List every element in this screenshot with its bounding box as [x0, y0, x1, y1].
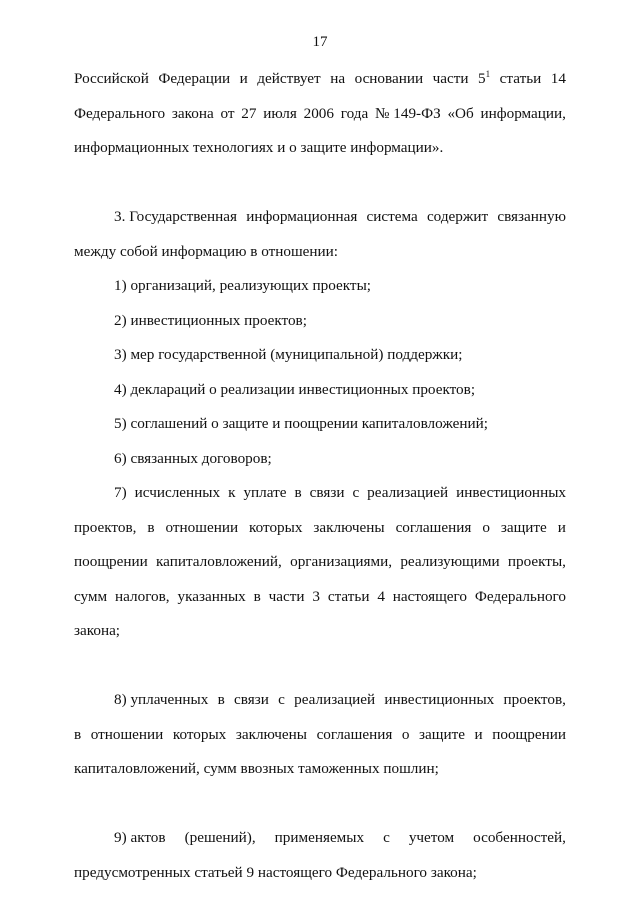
text-line: капиталовложений, сумм ввозных таможенных пошлин;: [74, 760, 439, 777]
word: 27: [241, 104, 257, 122]
word: проекты,: [507, 553, 566, 570]
word: налогов,: [115, 587, 170, 605]
word: июля: [263, 104, 297, 122]
word: особенностей,: [473, 829, 566, 846]
word: соглашения: [316, 725, 393, 743]
word: с: [278, 691, 285, 708]
list-item: 5) соглашений о защите и поощрении капиталовложений;: [114, 415, 488, 432]
word: Федерации: [158, 70, 231, 87]
word: закона: [171, 104, 214, 122]
text-line: [74, 718, 566, 753]
word: статьи: [499, 70, 542, 87]
list-item-8: [74, 683, 566, 787]
word: капиталовложений,: [156, 553, 282, 570]
list-item: 2) инвестиционных проектов;: [114, 311, 307, 329]
text-line: [74, 821, 566, 856]
text-line: [74, 62, 566, 97]
word: 8) уплаченных: [114, 691, 209, 708]
word: информационная: [246, 208, 358, 225]
word: (решений),: [184, 829, 256, 846]
word: 5: [478, 70, 486, 87]
text-line: между собой информацию в отношении:: [74, 242, 339, 260]
word: отношении: [90, 725, 164, 743]
word: основании: [354, 70, 424, 87]
word: в: [74, 725, 82, 743]
word: заключены: [235, 725, 308, 743]
word: применяемых: [274, 829, 365, 846]
word: к: [228, 484, 236, 501]
word: от: [220, 104, 235, 122]
word: проектов,: [74, 518, 137, 536]
word: организациями,: [290, 553, 393, 570]
word: и: [474, 725, 483, 743]
word: Федерального: [74, 104, 166, 122]
word: в: [253, 587, 261, 605]
superscript: 1: [485, 68, 491, 79]
word: Российской: [74, 70, 149, 87]
word: о: [482, 518, 490, 536]
paragraph-3: [74, 200, 566, 269]
list-item: 1) организаций, реализующих проекты;: [114, 277, 371, 294]
word: уплате: [243, 484, 287, 501]
word: 9) актов: [114, 829, 166, 846]
word: поощрении: [492, 725, 566, 743]
word: система: [366, 208, 418, 225]
word: исчисленных: [134, 484, 221, 501]
word: которых: [172, 725, 227, 743]
word: сумм: [74, 587, 108, 605]
word: отношении: [165, 518, 239, 536]
word: 2006: [303, 104, 334, 122]
text-line: предусмотренных статьей 9 настоящего Федерального закона;: [74, 863, 477, 881]
word: № 149-ФЗ: [374, 104, 441, 122]
text-line: [74, 97, 566, 132]
word: защите: [419, 725, 465, 743]
word: «Об: [447, 104, 474, 122]
word: части: [268, 587, 305, 605]
word: реализацией: [294, 691, 376, 708]
word: 3. Государственная: [114, 208, 238, 225]
word: реализующими: [400, 553, 500, 570]
text-line: [74, 200, 566, 235]
text-line: закона;: [74, 622, 121, 639]
word: года: [340, 104, 369, 122]
list-item-9: [74, 821, 566, 890]
list-item: 4) деклараций о реализации инвестиционных проектов;: [114, 380, 476, 398]
page-number: 17: [312, 34, 328, 50]
list-items: [74, 269, 566, 476]
list-item-7: [74, 476, 566, 649]
word: поощрении: [74, 553, 148, 570]
word: информации,: [480, 104, 566, 122]
word: статьи: [327, 587, 370, 605]
word: связанную: [497, 208, 566, 225]
word: действует: [257, 70, 321, 87]
word: соглашения: [395, 518, 472, 536]
word: и: [557, 518, 566, 536]
word: указанных: [177, 587, 246, 605]
word: связи: [309, 484, 345, 501]
word: содержит: [426, 208, 489, 225]
word: инвестиционных: [384, 691, 495, 708]
paragraph-continuation: [74, 62, 566, 166]
word: связи: [234, 691, 269, 708]
word: на: [330, 70, 346, 87]
word: реализацией: [367, 484, 449, 501]
list-item: 6) связанных договоров;: [114, 449, 272, 467]
text-line: [74, 476, 566, 511]
word: с: [352, 484, 360, 501]
word: с: [383, 829, 390, 846]
word-with-superscript: [478, 62, 490, 97]
word: учетом: [408, 829, 455, 846]
word: инвестиционных: [456, 484, 566, 501]
text-line: информационных технологиях и о защите информации».: [74, 139, 444, 156]
word: части: [432, 70, 469, 87]
word: в: [147, 518, 155, 536]
text-line: [74, 580, 566, 615]
text-line: [74, 683, 566, 718]
word: 3: [312, 587, 320, 605]
word: в: [294, 484, 302, 501]
paragraph-gap: [74, 166, 566, 201]
word: в: [217, 691, 225, 708]
word: о: [401, 725, 410, 743]
list-item: 3) мер государственной (муниципальной) поддержки;: [114, 346, 463, 363]
word: 14: [550, 70, 566, 87]
paragraph-gap: [74, 649, 566, 684]
word: заключены: [313, 518, 385, 536]
word: 4: [377, 587, 385, 605]
word: Федерального: [474, 587, 566, 605]
text-line: [74, 545, 566, 580]
word: и: [239, 70, 248, 87]
word: которых: [249, 518, 303, 536]
word: 7): [114, 484, 127, 501]
word: защите: [500, 518, 547, 536]
word: проектов,: [503, 691, 566, 708]
document-body: [74, 62, 566, 890]
paragraph-gap: [74, 787, 566, 822]
word: настоящего: [392, 587, 467, 605]
text-line: [74, 511, 566, 546]
